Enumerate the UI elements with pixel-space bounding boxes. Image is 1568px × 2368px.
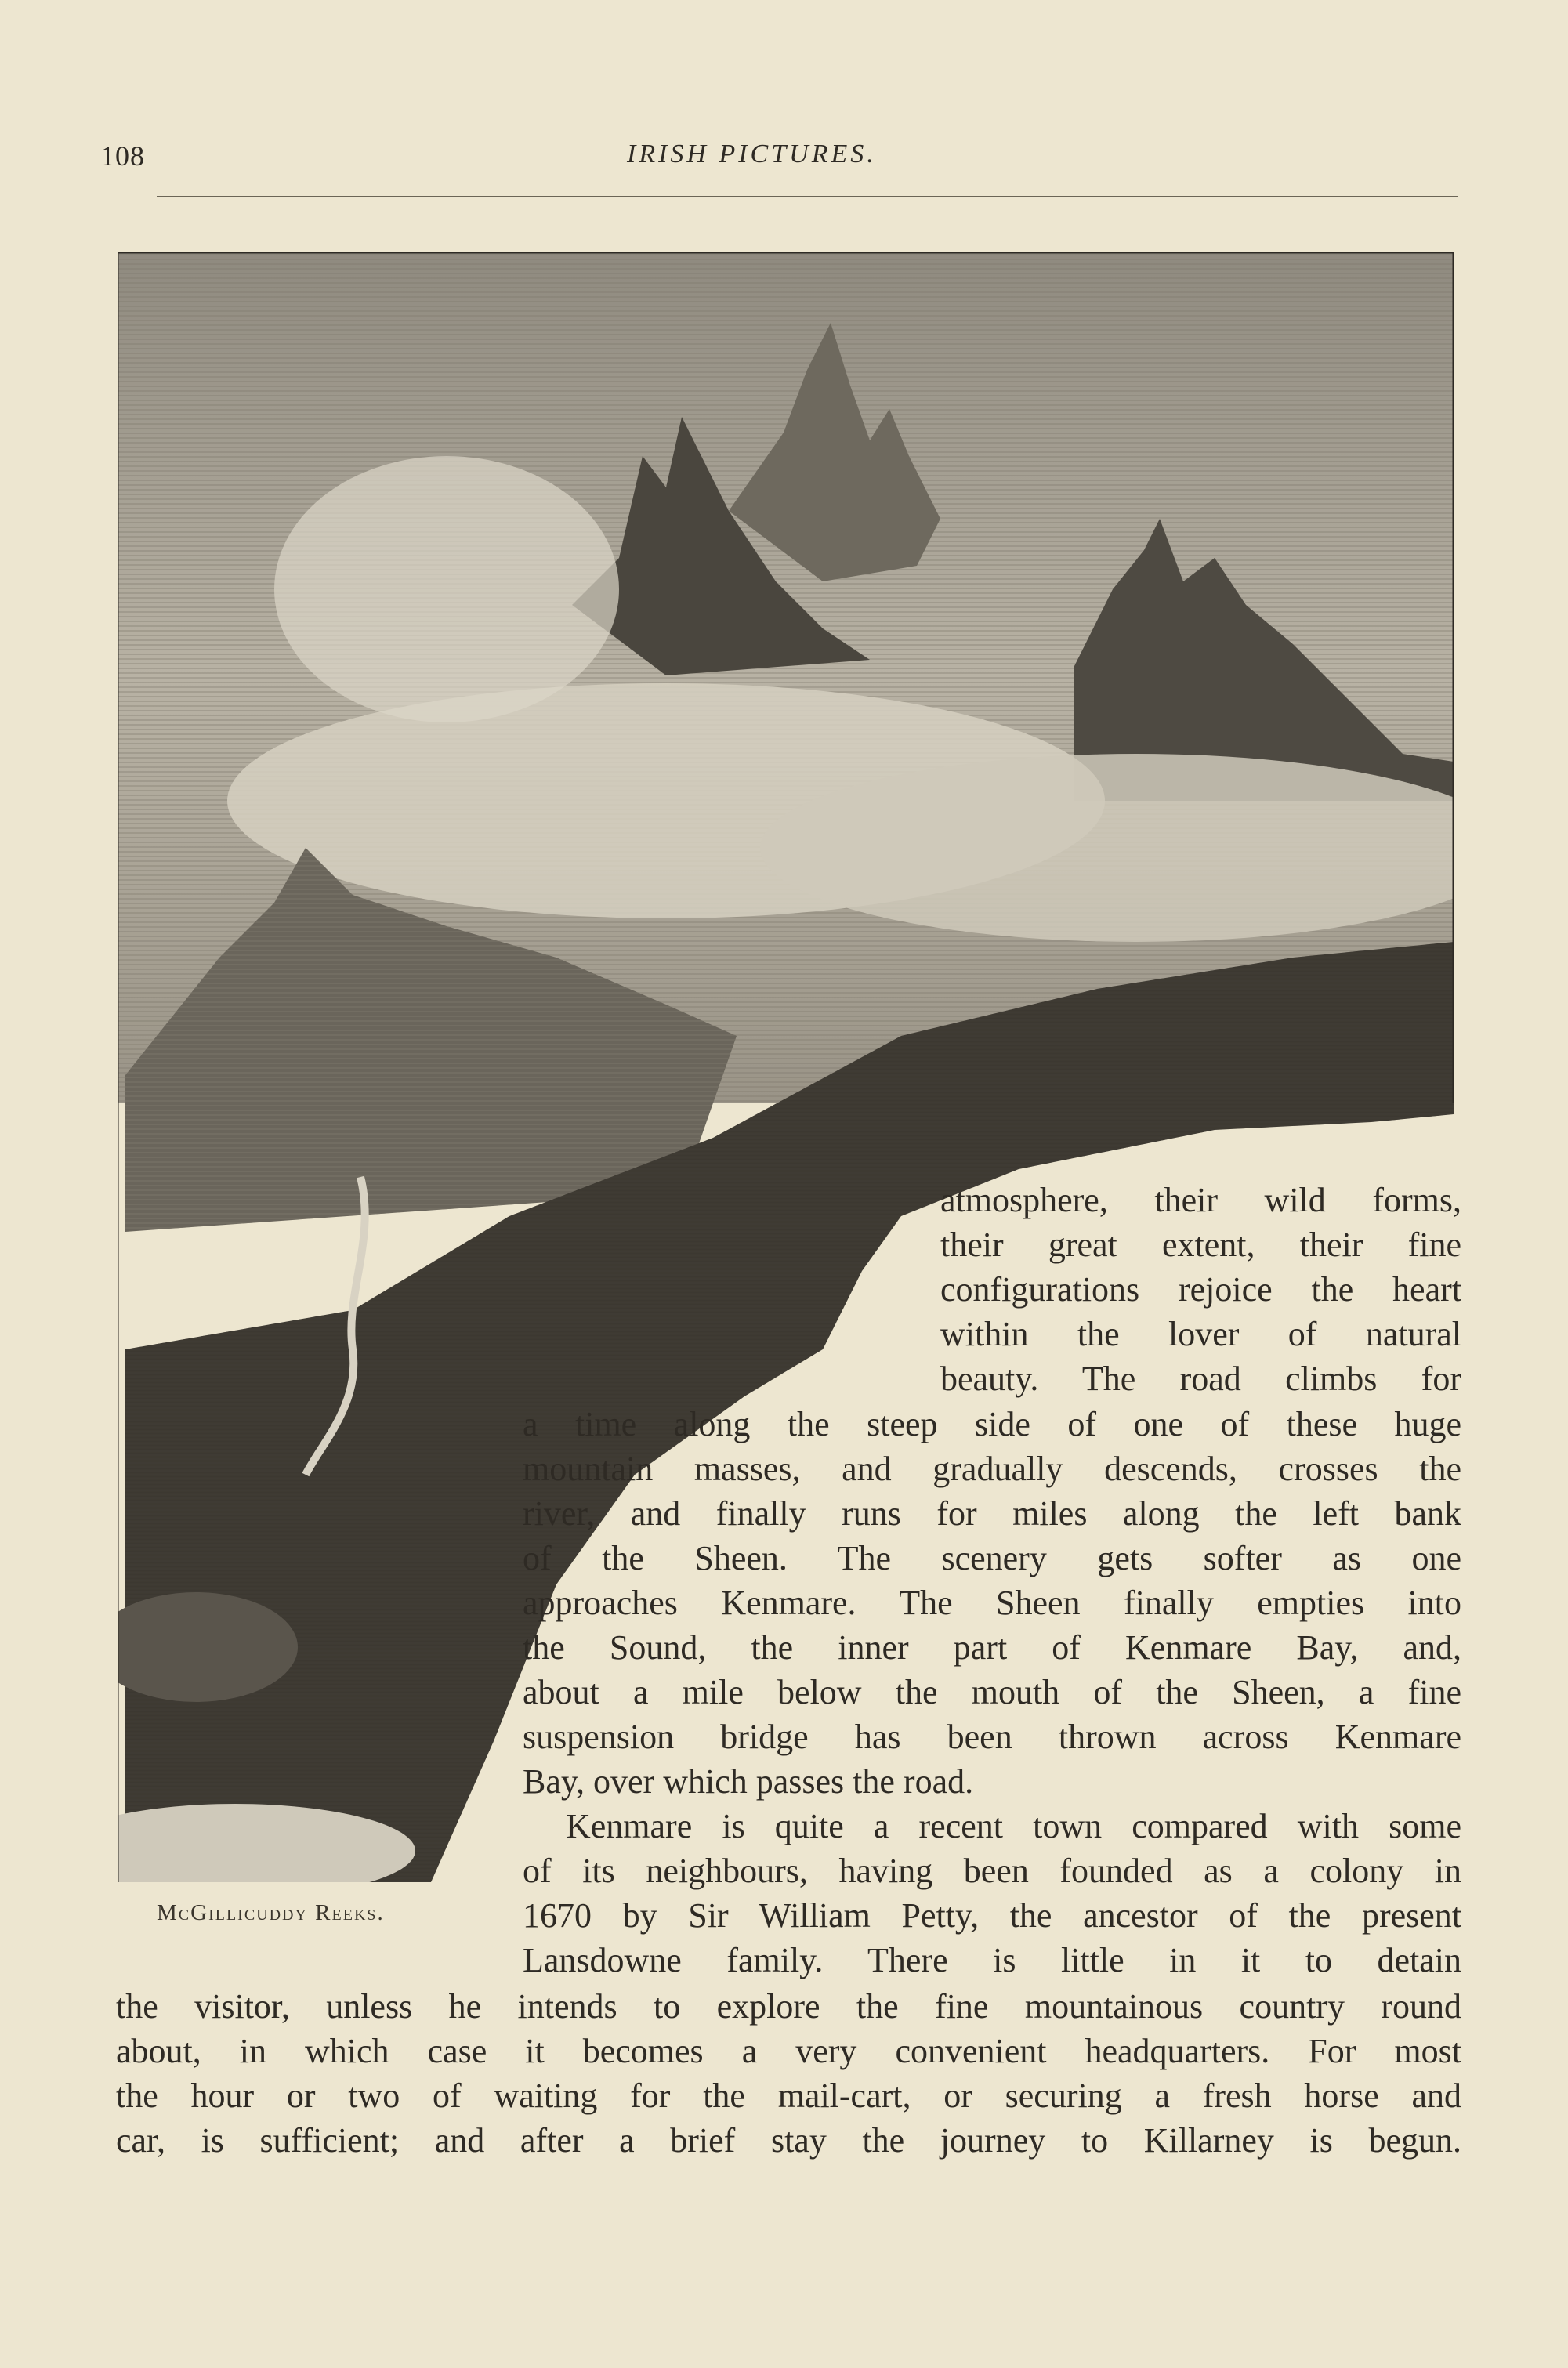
body-text-middle <box>523 1402 1461 1982</box>
text-line: car, is sufficient; and after a brief stay the journey to Killarney is begun. <box>116 2121 1461 2160</box>
text-line: the visitor, unless he intends to explore the fine mountainous country round <box>116 1987 1461 2026</box>
text-line: configurations rejoice the heart <box>940 1270 1461 1309</box>
text-line: beauty. The road climbs for <box>940 1360 1461 1398</box>
text-line: the Sound, the inner part of Kenmare Bay, and, <box>523 1628 1461 1667</box>
text-line: 1670 by Sir William Petty, the ancestor of the present <box>523 1896 1461 1935</box>
text-line: a time along the steep side of one of these huge <box>523 1405 1461 1443</box>
text-line: Lansdowne family. There is little in it to detain <box>523 1941 1461 1979</box>
text-line: suspension bridge has been thrown across Kenmare <box>523 1718 1461 1756</box>
text-line: of the Sheen. The scenery gets softer as one <box>523 1539 1461 1577</box>
text-line: within the lover of natural <box>940 1315 1461 1353</box>
body-text-full-width <box>116 1984 1461 2163</box>
text-line: atmosphere, their wild forms, <box>940 1181 1461 1219</box>
text-line: of its neighbours, having been founded as a colony in <box>523 1852 1461 1890</box>
text-line: about a mile below the mouth of the Sheen, a fine <box>523 1673 1461 1711</box>
page-number: 108 <box>100 140 145 172</box>
text-line: Bay, over which passes the road. <box>523 1762 974 1801</box>
text-line: mountain masses, and gradually descends, crosses the <box>523 1450 1461 1488</box>
text-line: approaches Kenmare. The Sheen finally empties into <box>523 1584 1461 1622</box>
text-line: the hour or two of waiting for the mail-cart, or securing a fresh horse and <box>116 2077 1461 2115</box>
text-line: their great extent, their fine <box>940 1226 1461 1264</box>
body-text-narrow <box>940 1178 1461 1401</box>
text-line: river, and finally runs for miles along the left bank <box>523 1494 1461 1533</box>
header-rule <box>157 196 1458 197</box>
illustration-caption: McGillicuddy Reeks. <box>157 1900 385 1925</box>
text-line: Kenmare is quite a recent town compared with some <box>566 1807 1461 1845</box>
running-head: IRISH PICTURES. <box>627 139 877 168</box>
text-line: about, in which case it becomes a very convenient headquarters. For most <box>116 2032 1461 2070</box>
